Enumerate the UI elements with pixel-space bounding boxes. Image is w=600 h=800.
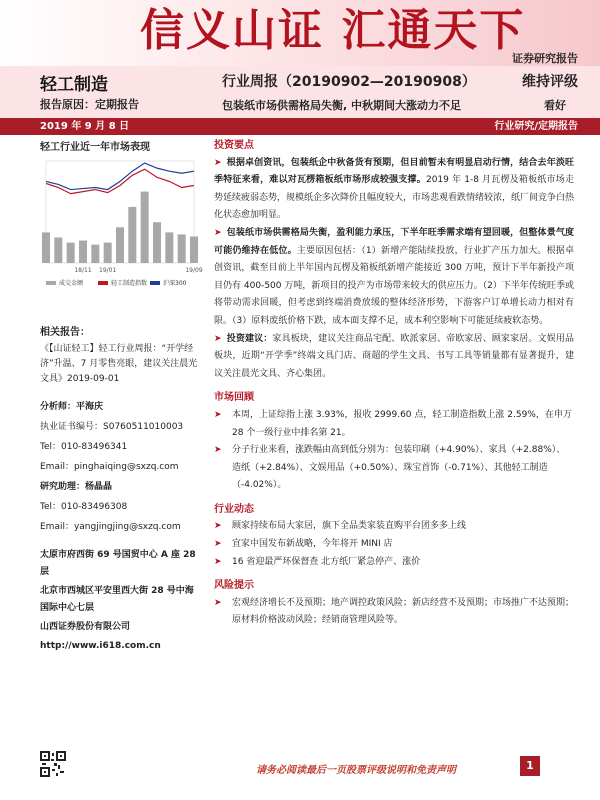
volume-bar	[141, 192, 149, 263]
volume-bar	[79, 241, 87, 263]
arrow-icon: ➤	[214, 556, 222, 567]
report-category: 行业研究/定期报告	[494, 121, 578, 132]
volume-bar	[116, 227, 124, 263]
report-subtitle: 包装纸市场供需格局失衡, 中秋期间大涨动力不足	[222, 99, 462, 112]
news-item-1: ➤ 顾家持续布局大家居，旗下全品类家装直购平台团多多上线	[214, 518, 574, 536]
rating-label: 维持评级	[522, 74, 578, 90]
license-number: 执业证书编号：S0760511010003	[40, 422, 184, 432]
section-title-risk: 风险提示	[214, 580, 254, 592]
volume-bar	[165, 232, 173, 263]
news-item-2: ➤ 宜家中国发布新战略，今年将开 MINI 店	[214, 536, 574, 554]
volume-bar	[190, 236, 198, 263]
x-tick-label: 19/01	[99, 267, 117, 274]
arrow-icon: ➤	[214, 227, 222, 238]
footer	[0, 752, 600, 782]
outlook-label: 看好	[544, 99, 566, 112]
left-column	[40, 137, 203, 655]
chart-title: 轻工行业近一年市场表现	[40, 142, 150, 153]
paragraph-3: ➤ 投资建议：家具板块，建议关注商品宅配、欧派家居、帝欧家居、顾家家居。文娱用品板块，近期“开学季”终端文具门店、商超的学生文具、书写工具等销量都有显著提升，建议关注晨光文具、齐心集团。	[214, 333, 574, 379]
analyst-tel: Tel：010-83496341	[40, 442, 128, 452]
analyst-name: 分析师：平海庆	[40, 402, 104, 412]
report-type: 行业周报（20190902—20190908）	[222, 74, 476, 90]
arrow-icon: ➤	[214, 333, 222, 344]
volume-bar	[54, 238, 62, 264]
volume-bar	[42, 232, 50, 263]
assistant-tel: Tel：010-83496308	[40, 502, 128, 512]
legend-swatch	[98, 281, 108, 285]
assistant-email[interactable]: Email：yangjingjing@sxzq.com	[40, 522, 181, 532]
analyst-email[interactable]: Email：pinghaiqing@sxzq.com	[40, 462, 179, 472]
volume-bar	[91, 245, 99, 263]
volume-bar	[178, 234, 186, 263]
related-report: 《【山证轻工】轻工行业周报：“开学经济”升温、7 月零售亮眼，建议关注晨光文具》2019-09-01	[40, 344, 198, 384]
arrow-icon: ➤	[214, 409, 222, 420]
arrow-icon: ➤	[214, 597, 222, 608]
arrow-icon: ➤	[214, 521, 222, 532]
slogan-logo: 信义山证 汇通天下	[140, 5, 526, 56]
top-banner	[0, 0, 600, 66]
section-title-market: 市场回顾	[214, 392, 254, 404]
volume-bar	[104, 243, 112, 263]
news-item-3: ➤ 16 省迎最严环保督查 北方纸厂紧急停产、涨价	[214, 554, 574, 572]
related-title: 相关报告：	[40, 327, 90, 338]
report-date: 2019 年 9 月 8 日	[40, 121, 130, 132]
x-tick-label: 18/11	[74, 267, 92, 274]
risk-item-1: ➤ 宏观经济增长不及预期；地产调控政策风险；新店经营不及预期；市场推广不达预期；原材料价格波动风险；经销商管理风险等。	[214, 595, 574, 630]
arrow-icon: ➤	[214, 445, 222, 456]
market-item-1: ➤ 本周，上证综指上涨 3.93%，报收 2999.60 点，轻工制造指数上涨 2.59%，在申万 28 个一级行业中排名第 21。	[214, 407, 574, 442]
paragraph-2: ➤ 包装纸市场供需格局失衡，盈利能力承压，下半年旺季需求端有望回暖，但整体景气度可能仍维持在低位。主要原因包括：（1）新增产能陆续投放，行业扩产压力加大。根据卓创资讯，截至目前上半年国内瓦楞及箱板纸新增产能接近 300 万吨，预计下半年新投产项目仍有 400-500 万吨，新项目的投产为市场带来较大的供应压力。（2）下半年传统旺季或将带动需求回暖，但考虑到终端消费放缓的整体经济形势，下游客户订单增长动力相对有限。（3）原料废纸价格下跌，成本面支撑不足，成本利空影响下可能延续疲软态势。	[214, 227, 574, 326]
legend-swatch	[150, 281, 160, 285]
company-name: 山西证券股份有限公司	[40, 622, 131, 632]
legend-swatch	[46, 281, 56, 285]
brand-label: 证券研究报告	[512, 52, 578, 65]
volume-bar	[67, 243, 75, 263]
volume-bar	[128, 207, 136, 263]
disclaimer-note: 请务必阅读最后一页股票评级说明和免责声明	[256, 765, 456, 776]
report-header	[0, 66, 600, 118]
section-title-highlights: 投资要点	[214, 140, 254, 151]
address-beijing: 北京市西城区平安里西大街 28 号中海国际中心七层	[40, 586, 194, 613]
paragraph-1: ➤ 根据卓创资讯，包装纸企中秋备货有预期，但目前暂未有明显启动行情，结合去年淡旺季特征来看，难以对瓦楞箱板纸市场形成较强支撑。2019 年 1-8 月瓦楞及箱板纸市场走势延续疲弱态势，规模纸企多次降价且幅度较大，市场悲观看跌情绪较浓，纸厂间竞争白热化状态愈加明显。	[214, 157, 575, 221]
assistant-name: 研究助理：杨晶晶	[40, 482, 113, 492]
market-item-2: ➤ 分子行业来看，涨跌幅由高到低分别为：包装印刷（+4.90%）、家具（+2.88%）、造纸（+2.84%）、文娱用品（+0.50%）、珠宝首饰（-0.71%）、其他轻工制造（-4.02%）。	[214, 442, 574, 495]
section-title-news: 行业动态	[214, 503, 254, 515]
page-number: 1	[520, 756, 540, 776]
legend-label: 沪深300	[163, 280, 187, 287]
arrow-icon: ➤	[214, 539, 222, 550]
legend-label: 轻工制造指数	[111, 280, 148, 287]
volume-bar	[153, 222, 161, 263]
address-taiyuan: 太原市府西街 69 号国贸中心 A 座 28 层	[40, 550, 196, 577]
x-tick-label: 19/09	[185, 267, 203, 274]
arrow-icon: ➤	[214, 157, 222, 168]
report-reason: 报告原因：定期报告	[40, 98, 139, 111]
market-chart	[40, 157, 203, 295]
right-column	[214, 137, 574, 630]
company-website[interactable]: http://www.i618.com.cn	[40, 641, 161, 651]
address-block	[40, 547, 200, 655]
analyst-info	[40, 397, 200, 537]
date-bar	[0, 118, 600, 135]
industry-title: 轻工制造	[40, 75, 108, 95]
legend-label: 成交金额	[59, 280, 84, 287]
